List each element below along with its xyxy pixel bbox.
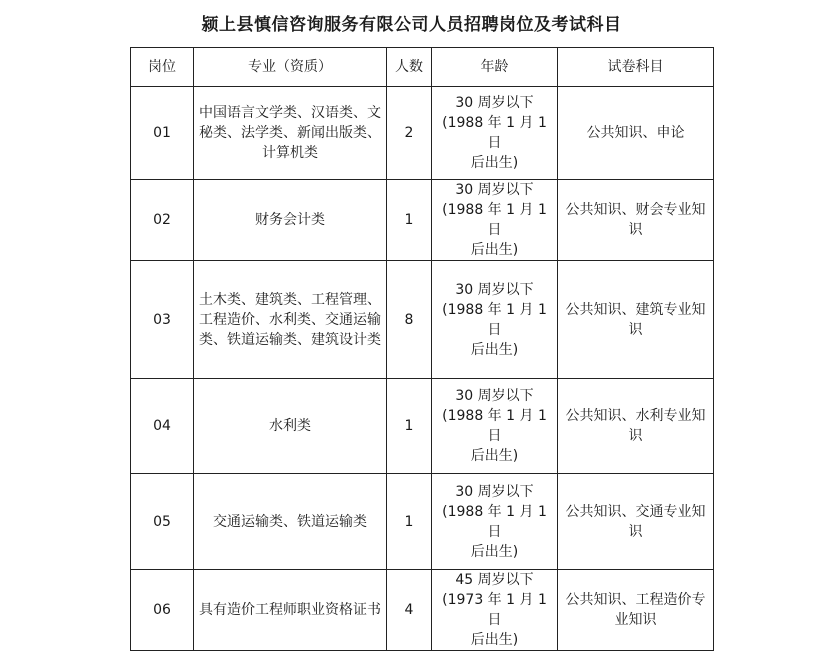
age-line: 后出生) [470,242,519,258]
subjects-cell: 公共知识、工程造价专业知识 [558,570,714,651]
header-post: 岗位 [131,48,194,87]
document-title: 颍上县慎信咨询服务有限公司人员招聘岗位及考试科目 [201,15,622,35]
age-line: 后出生) [470,341,519,358]
age-line: 30 周岁以下 [455,388,534,404]
age-line: 后出生) [470,448,519,464]
age-line: 后出生) [470,543,519,560]
major-cell: 具有造价工程师职业资格证书 [194,570,387,651]
age-line: 后出生) [470,632,519,648]
age-line: (1973 年 1 月 1 日 [442,592,547,628]
count-cell: 2 [387,87,432,180]
header-age: 年龄 [432,48,558,87]
count-cell: 1 [387,474,432,570]
count-cell: 4 [387,570,432,651]
age-line: 30 周岁以下 [455,281,534,298]
subjects-cell: 公共知识、财会专业知识 [558,180,714,261]
header-subjects: 试卷科目 [558,48,714,87]
table-row [131,474,714,570]
age-line: (1988 年 1 月 1 日 [442,301,547,338]
age-line: (1988 年 1 月 1 日 [442,115,547,151]
age-line: (1988 年 1 月 1 日 [442,503,547,540]
table-row [131,87,714,180]
table-row [131,261,714,379]
table-header-row [131,48,714,87]
age-line: 45 周岁以下 [455,572,534,588]
recruitment-table [130,47,714,651]
table-row [131,180,714,261]
header-major: 专业（资质） [194,48,387,87]
post-cell: 01 [131,87,194,180]
post-cell: 05 [131,474,194,570]
header-count: 人数 [387,48,432,87]
major-cell: 中国语言文学类、汉语类、文秘类、法学类、新闻出版类、计算机类 [194,87,387,180]
post-cell: 02 [131,180,194,261]
major-cell: 土木类、建筑类、工程管理、工程造价、水利类、交通运输类、铁道运输类、建筑设计类 [194,261,387,379]
count-cell: 8 [387,261,432,379]
major-cell: 交通运输类、铁道运输类 [194,474,387,570]
subjects-cell: 公共知识、交通专业知识 [558,474,714,570]
age-line: 30 周岁以下 [455,95,534,111]
subjects-cell: 公共知识、水利专业知识 [558,379,714,474]
age-cell [432,379,558,474]
major-cell: 水利类 [194,379,387,474]
age-line: 30 周岁以下 [455,483,534,500]
age-line: 后出生) [470,155,519,171]
subjects-cell: 公共知识、建筑专业知识 [558,261,714,379]
count-cell: 1 [387,180,432,261]
table-row [131,379,714,474]
post-cell: 04 [131,379,194,474]
post-cell: 03 [131,261,194,379]
count-cell: 1 [387,379,432,474]
major-cell: 财务会计类 [194,180,387,261]
age-line: (1988 年 1 月 1 日 [442,202,547,238]
age-cell [432,570,558,651]
table-row [131,570,714,651]
age-cell [432,180,558,261]
age-cell [432,87,558,180]
age-line: 30 周岁以下 [455,182,534,198]
post-cell: 06 [131,570,194,651]
age-line: (1988 年 1 月 1 日 [442,408,547,444]
age-cell [432,474,558,570]
subjects-cell: 公共知识、申论 [558,87,714,180]
age-cell [432,261,558,379]
